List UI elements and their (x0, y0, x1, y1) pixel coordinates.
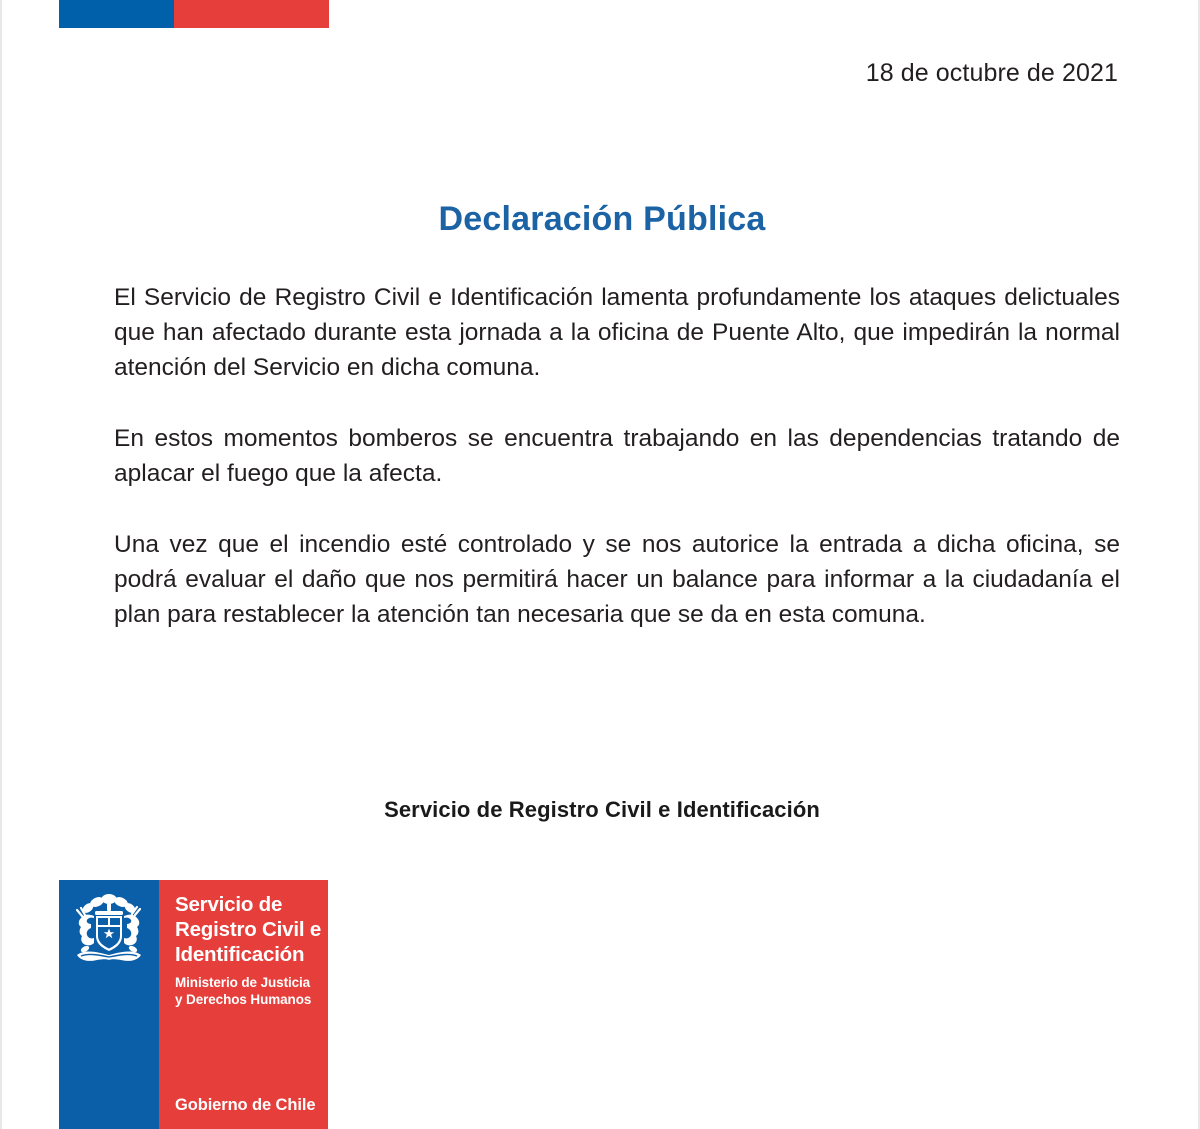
chile-flag-bar (59, 0, 329, 28)
coat-of-arms-icon (67, 892, 151, 972)
logo-title-line-1: Servicio de (175, 893, 283, 916)
document-body (114, 280, 1120, 632)
logo-title (175, 892, 322, 967)
logo-title-line-3: Identificación (175, 943, 305, 966)
document-date: 18 de octubre de 2021 (865, 59, 1118, 87)
flag-bar-blue-segment (59, 0, 174, 28)
logo-red-panel (159, 880, 328, 1129)
body-paragraph-3: Una vez que el incendio esté controlado y se nos autorice la entrada a dicha oficina, se podrá evaluar el daño que nos permitirá hacer un balance para informar a la ciudadanía el plan para restablecer la atención tan necesaria que se da en esta comuna. (114, 531, 1120, 628)
logo-subtitle-line-1: Ministerio de Justicia (175, 975, 311, 990)
logo-title-line-2: Registro Civil e (175, 918, 322, 941)
body-paragraph-1: El Servicio de Registro Civil e Identificación lamenta profundamente los ataques delictuales que han afectado durante esta jornada a la oficina de Puente Alto, que impedirán la normal atención del Servicio en dicha comuna. (114, 284, 1120, 381)
body-paragraph-2: En estos momentos bomberos se encuentra trabajando en las dependencias tratando de aplacar el fuego que la afecta. (114, 425, 1120, 487)
logo-government-label: Gobierno de Chile (175, 1096, 316, 1114)
logo-subtitle-line-2: y Derechos Humanos (175, 992, 312, 1007)
logo-subtitle (175, 974, 322, 1008)
flag-bar-red-segment (174, 0, 329, 28)
signature-line: Servicio de Registro Civil e Identificación (384, 797, 820, 822)
logo-text-block (175, 892, 322, 1008)
institutional-logo (59, 880, 328, 1129)
logo-blue-panel (59, 880, 159, 1129)
page-title: Declaración Pública (438, 199, 766, 238)
